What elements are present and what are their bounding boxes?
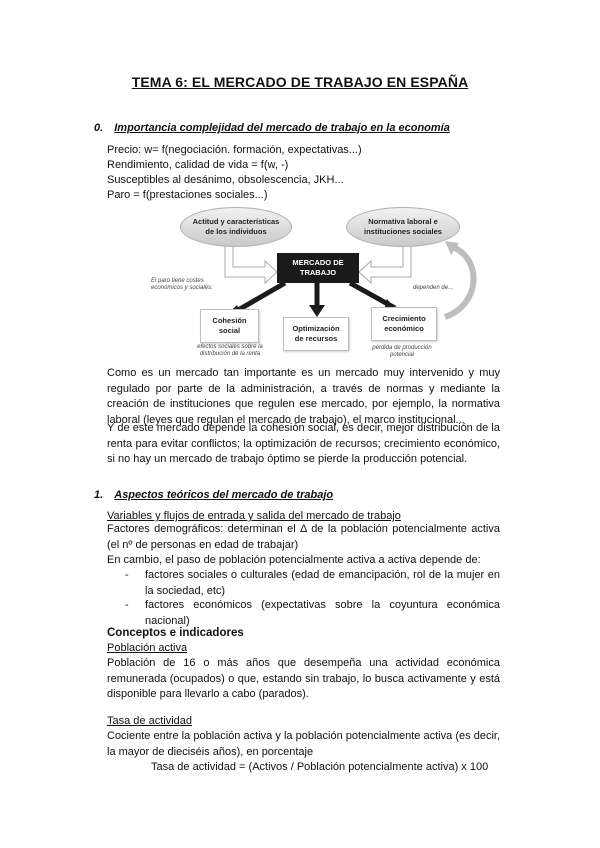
cohesion-label: Cohesión social xyxy=(212,316,247,335)
growth-label: Crecimiento económico xyxy=(382,314,426,333)
optimization-box xyxy=(283,317,349,351)
bullet-text: factores económicos (expectativas sobre la coyuntura económica nacional) xyxy=(145,599,500,627)
labor-market-label: MERCADO DE TRABAJO xyxy=(292,258,344,277)
line-precio: Precio: w= f(negociación. formación, expectativas...) xyxy=(107,144,362,156)
section-1-heading xyxy=(94,489,333,501)
regulation-ellipse xyxy=(346,207,460,247)
factores-demograficos: Factores demográficos: determinan el Δ de la población potencialmente activa (el nº de personas en edad de trabajar) xyxy=(107,523,500,551)
line-paro: Paro = f(prestaciones sociales...) xyxy=(107,189,268,201)
paragraph-cohesion: Y de este mercado depende la cohesión social, es decir, mejor distribución de la renta para evitar conflictos; la optimización de recursos; crecimiento económico, si no hay un mercado de trabajo óptimo se pierde la producción potencial. xyxy=(107,422,500,465)
bullet-dash: - xyxy=(125,599,129,611)
cohesion-box xyxy=(200,309,259,343)
growth-box xyxy=(371,307,437,341)
page-title: TEMA 6: EL MERCADO DE TRABAJO EN ESPAÑA xyxy=(131,74,469,90)
right-note: dependen de... xyxy=(413,285,454,291)
bullet-text: factores sociales o culturales (edad de emancipación, rol de la mujer en la sociedad, etc) xyxy=(145,569,500,597)
optimization-label: Optimización de recursos xyxy=(292,324,340,343)
left-note: El paro tiene costes económicos y sociales: xyxy=(151,278,213,291)
labor-market-box xyxy=(277,253,359,283)
bullet-item xyxy=(125,598,500,629)
variables-subtitle: Variables y flujos de entrada y salida del mercado de trabajo xyxy=(107,510,401,522)
en-cambio: En cambio, el paso de población potencialmente activa a activa depende de: xyxy=(107,554,481,566)
tasa-actividad-formula: Tasa de actividad = (Activos / Población potencialmente activa) x 100 xyxy=(151,761,489,773)
individuals-ellipse xyxy=(180,207,292,247)
section-0-heading xyxy=(94,122,450,134)
tasa-actividad-definition: Cociente entre la población activa y la población potencialmente activa (es decir, la mayor de dieciséis años), en porcentaje xyxy=(107,730,500,758)
growth-note: pérdida de producción potencial xyxy=(372,345,432,358)
section-1-number: 1. xyxy=(94,489,104,501)
section-0-title: Importancia complejidad del mercado de trabajo en la economía xyxy=(114,122,450,134)
poblacion-activa-title: Población activa xyxy=(107,642,188,654)
tasa-actividad-title: Tasa de actividad xyxy=(107,715,192,727)
line-susceptibles: Susceptibles al desánimo, obsolescencia, JKH... xyxy=(107,174,344,186)
conceptos-heading: Conceptos e indicadores xyxy=(107,627,244,639)
bullet-dash: - xyxy=(125,569,129,581)
labor-market-diagram xyxy=(145,205,490,360)
poblacion-activa-definition: Población de 16 o más años que desempeña una actividad económica remunerada (ocupados) o que, estando sin trabajo, lo busca activamente y está disponible para llevarlo a cabo (parados). xyxy=(107,657,500,700)
bullet-item xyxy=(125,568,500,599)
section-1-title: Aspectos teóricos del mercado de trabajo xyxy=(114,489,334,501)
paragraph-intervened: Como es un mercado tan importante es un mercado muy intervenido y muy regulado por parte de la administración, a través de normas y mediante la creación de instituciones que regulen ese mercado, por ejemplo, la normativa laboral (leyes que regulan el mercado de trabajo), el marco institucional... xyxy=(107,367,500,426)
individuals-label: Actitud y características de los individuos xyxy=(192,217,280,236)
section-0-number: 0. xyxy=(94,122,104,134)
line-rendimiento: Rendimiento, calidad de vida = f(w, -) xyxy=(107,159,289,171)
cohesion-note: efectos sociales sobre la distribución de la renta xyxy=(197,344,263,357)
regulation-label: Normativa laboral e instituciones sociales xyxy=(364,217,442,236)
